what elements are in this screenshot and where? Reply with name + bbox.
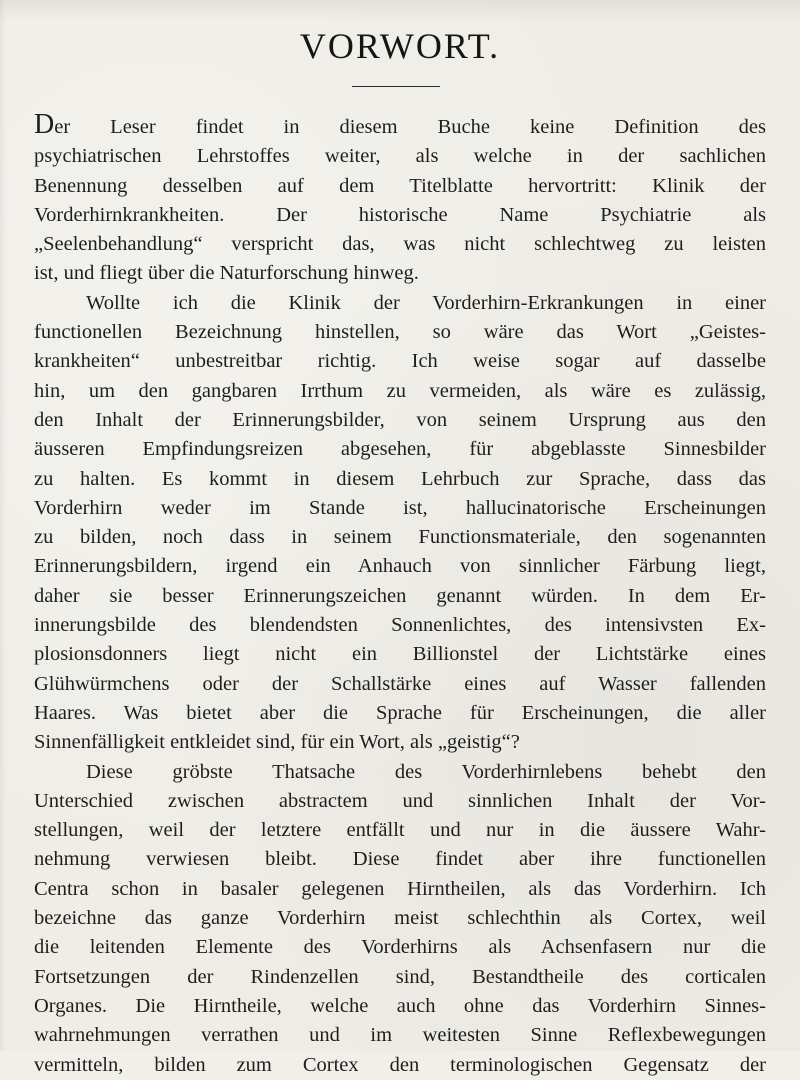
text-line: den Inhalt der Erinnerungsbilder, von seinem Ursprung aus den: [34, 408, 766, 431]
text-line: daher sie besser Erinnerungszeichen genannt würden. In dem Er-: [34, 584, 766, 607]
text-line: Vorderhirnkrankheiten. Der historische Name Psychiatrie als: [34, 203, 766, 226]
chapter-heading: VORWORT.: [299, 26, 501, 66]
text-line: innerungsbilde des blendendsten Sonnenlichtes, des intensivsten Ex-: [34, 614, 766, 637]
text-line-content: er Leser findet in diesem Buche keine Definition des: [54, 116, 766, 138]
text-line: Haares. Was bietet aber die Sprache für Erscheinungen, die aller: [34, 701, 766, 724]
show-through-top-edge: [0, 0, 800, 22]
heading-rule: [352, 86, 440, 87]
text-line: zu halten. Es kommt in diesem Lehrbuch zur Sprache, dass das: [34, 467, 766, 490]
body-text: [34, 113, 766, 1080]
text-line: ist, und fliegt über die Naturforschung hinweg.: [34, 262, 419, 285]
text-line: vermitteln, bilden zum Cortex den terminologischen Gegensatz der: [34, 1053, 766, 1076]
text-line: Sinnenfälligkeit entkleidet sind, für ein Wort, als „geistig“?: [34, 731, 520, 754]
scan-left-edge-shadow: [0, 0, 6, 1051]
text-line: stellungen, weil der letztere entfällt und nur in die äussere Wahr-: [34, 819, 766, 842]
text-line: äusseren Empfindungsreizen abgesehen, für abgeblasste Sinnesbilder: [34, 438, 766, 461]
text-line: krankheiten“ unbestreitbar richtig. Ich weise sogar auf dasselbe: [34, 350, 766, 373]
text-line: functionellen Bezeichnung hinstellen, so wäre das Wort „Geistes-: [34, 321, 766, 344]
text-line: Erinnerungsbildern, irgend ein Anhauch von sinnlicher Färbung liegt,: [34, 555, 766, 578]
drop-cap: D: [34, 113, 55, 140]
text-line: wahrnehmungen verrathen und im weitesten Sinne Reflexbewegungen: [34, 1024, 766, 1047]
text-line: Diese gröbste Thatsache des Vorderhirnlebens behebt den: [86, 760, 766, 783]
text-line: Benennung desselben auf dem Titelblatte hervortritt: Klinik der: [34, 174, 766, 197]
text-line: Centra schon in basaler gelegenen Hirntheilen, als das Vorderhirn. Ich: [34, 877, 766, 900]
text-line: Fortsetzungen der Rindenzellen sind, Bestandtheile des corticalen: [34, 965, 766, 988]
text-line: die leitenden Elemente des Vorderhirns als Achsenfasern nur die: [34, 936, 766, 959]
text-line: Organes. Die Hirntheile, welche auch ohne das Vorderhirn Sinnes-: [34, 994, 766, 1017]
text-line: psychiatrischen Lehrstoffes weiter, als welche in der sachlichen: [34, 145, 766, 168]
text-line: Wollte ich die Klinik der Vorderhirn-Erkrankungen in einer: [86, 291, 766, 314]
text-line: Glühwürmchens oder der Schallstärke eines auf Wasser fallenden: [34, 672, 766, 695]
text-line: [34, 113, 766, 142]
text-line: hin, um den gangbaren Irrthum zu vermeiden, als wäre es zulässig,: [34, 379, 766, 402]
text-line: plosionsdonners liegt nicht ein Billionstel der Lichtstärke eines: [34, 643, 766, 666]
text-line: nehmung verwiesen bleibt. Diese findet aber ihre functionellen: [34, 848, 766, 871]
text-line: Unterschied zwischen abstractem und sinnlichen Inhalt der Vor-: [34, 789, 766, 812]
text-line: zu bilden, noch dass in seinem Functionsmateriale, den sogenannten: [34, 526, 766, 549]
text-line: bezeichne das ganze Vorderhirn meist schlechthin als Cortex, weil: [34, 907, 766, 930]
text-line: Vorderhirn weder im Stande ist, hallucinatorische Erscheinungen: [34, 496, 766, 519]
text-line: „Seelenbehandlung“ verspricht das, was nicht schlechtweg zu leisten: [34, 233, 766, 256]
